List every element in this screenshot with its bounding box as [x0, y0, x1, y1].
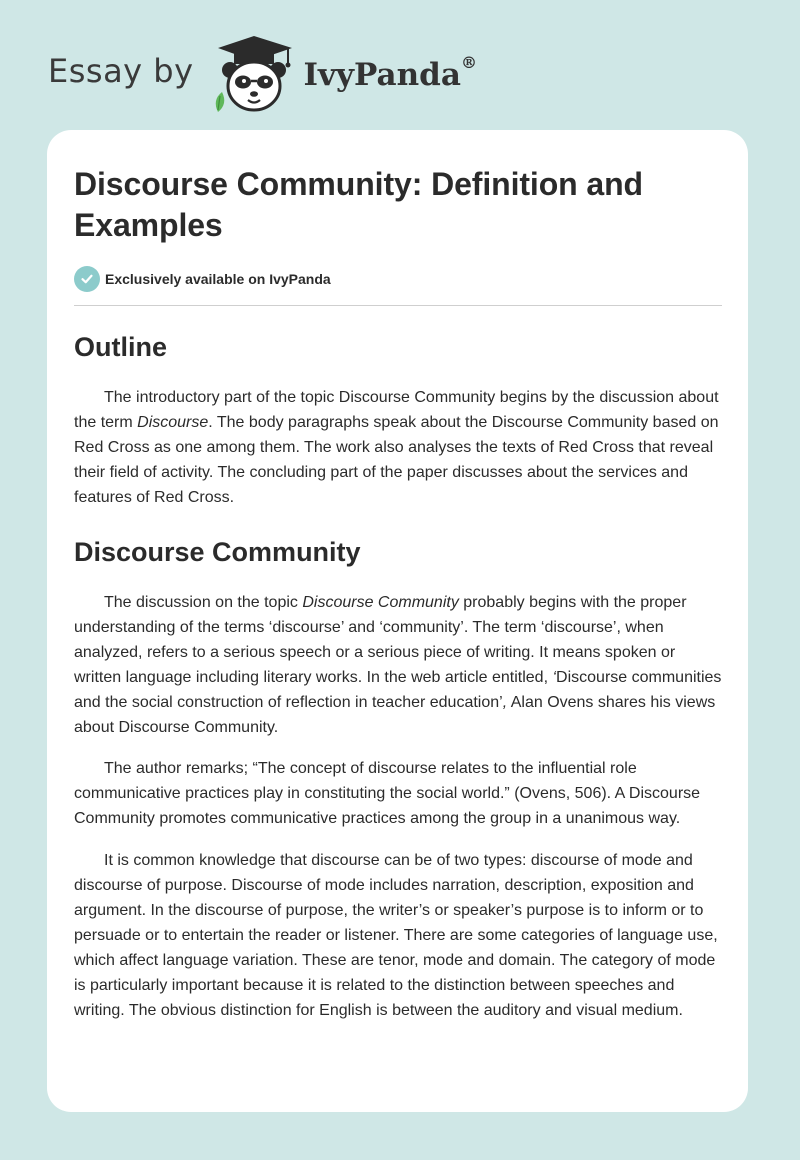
paragraph: The introductory part of the topic Discourse Community begins by the discussion about the term Discourse. The body paragraphs speak about the Discourse Community based on Red Cross as one among them. The work also analyses the texts of Red Cross that reveal their field of activity. The concluding part of the paper discusses about the services and features of Red Cross. — [74, 389, 719, 506]
brand-prefix: Essay by — [48, 52, 194, 90]
check-circle-icon — [74, 266, 100, 292]
site-header — [48, 34, 477, 114]
panda-graduate-logo-icon[interactable] — [208, 34, 300, 114]
divider — [74, 305, 722, 306]
section-heading-discourse-community: Discourse Community — [74, 537, 361, 567]
exclusive-label: Exclusively available on IvyPanda — [105, 271, 331, 287]
paragraph: The author remarks; “The concept of discourse relates to the influential role communicative practices play in constituting the social world.” (Ovens, 506). A Discourse Community promotes communicative practices among the group in a unanimous way. — [74, 760, 701, 827]
paragraph: It is common knowledge that discourse can be of two types: discourse of mode and discourse of purpose. Discourse of mode includes narration, description, exposition and argument. In the discourse of purpose, the writer’s or speaker’s purpose is to inform or to persuade or to entertain the reader or listener. There are some categories of language use, which affect language variation. These are tenor, mode and domain. The category of mode is particularly important because it is related to the distinction between speeches and writing. The obvious distinction for English is between the auditory and visual medium. — [74, 852, 718, 1019]
essay-title: Discourse Community: Definition and Examples — [74, 166, 643, 243]
exclusive-badge — [74, 266, 722, 292]
registered-mark: ® — [460, 53, 477, 72]
essay-card — [47, 130, 748, 1112]
paragraph: The discussion on the topic Discourse Community probably begins with the proper understanding of the terms ‘discourse’ and ‘community’. The term ‘discourse’, when analyzed, refers to a serious speech or a serious piece of writing. It means spoken or written language including literary works. In the web article entitled, ‘Discourse communities and the social construction of reflection in teacher education’, Alan Ovens shares his views about Discourse Community. — [74, 594, 722, 736]
brand-name[interactable]: IvyPanda® — [303, 53, 477, 93]
section-heading-outline: Outline — [74, 332, 167, 362]
